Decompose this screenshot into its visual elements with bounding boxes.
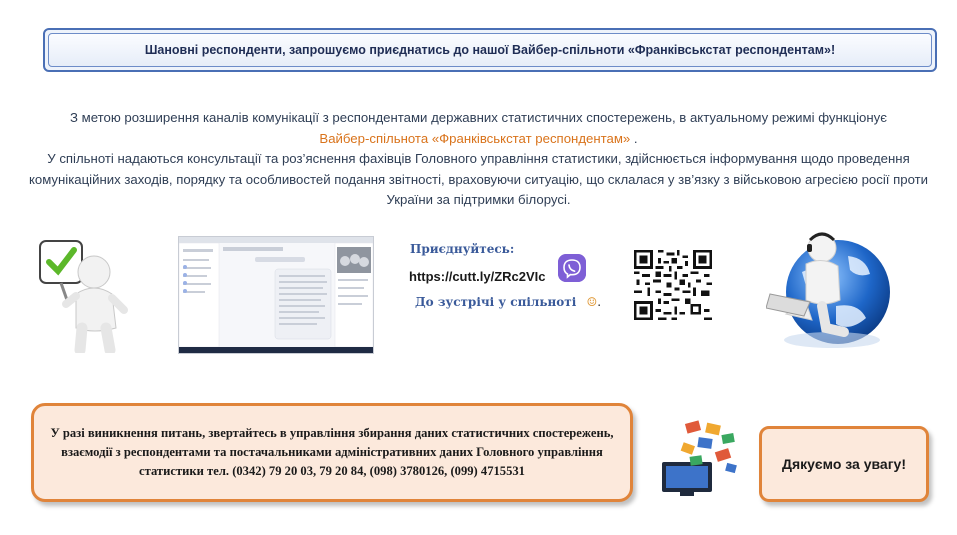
thank-you-box xyxy=(759,426,929,502)
mail-envelopes-illustration xyxy=(660,420,740,498)
banner-title: Шановні респонденти, запрошуємо приєднатись до нашої Вайбер-спільноти «Франківськстат респондентам»! xyxy=(144,43,836,57)
community-link[interactable]: https://cutt.ly/ZRc2VIc xyxy=(409,269,546,284)
qr-code[interactable] xyxy=(634,250,712,320)
contact-info-text: У разі виникнення питань, звертайтесь в управління збирання даних статистичних спостережень, взаємодії з респондентами та постачальниками адміністративних даних Головного управління статистики тел. (0342) 79 20 03, 79 20 84, (098) 3780126, (099) 4715531 xyxy=(50,426,614,478)
figure-head xyxy=(78,256,110,288)
join-label: Приєднуйтесь: xyxy=(410,242,515,256)
person-laptop-globe-illustration xyxy=(766,228,896,350)
title-banner-inner xyxy=(48,33,932,67)
see-you-text xyxy=(415,295,601,309)
thank-you-text: Дякуємо за увагу! xyxy=(781,456,906,472)
title-banner xyxy=(43,28,937,72)
intro-line-1: З метою розширення каналів комунікації з респондентами державних статистичних спостережень, в актуальному режимі функціонує xyxy=(70,110,887,125)
community-name: Вайбер-спільнота «Франківськстат респондентам» xyxy=(319,130,631,146)
intro-paragraph xyxy=(20,108,937,211)
see-you-period: . xyxy=(597,295,602,309)
see-you-label: До зустрічі у спільноті xyxy=(415,295,577,309)
person-checkmark-illustration xyxy=(36,238,146,353)
intro-line-3: У спільноті надаються консультації та роз’яснення фахівців Головного управління статистики, здійснюється інформування щодо проведення комунікаційних заходів, порядку та особливостей подання звітності, враховуючи ситуацію, що склалася у зв’язку з військовою агресією росії проти України за підтримки білорусі. xyxy=(28,151,929,207)
contact-info-box xyxy=(31,403,633,502)
intro-period: . xyxy=(630,130,638,146)
viber-icon xyxy=(558,254,586,282)
viber-desktop-screenshot xyxy=(178,236,374,354)
smile-icon: ☺ xyxy=(586,295,598,309)
